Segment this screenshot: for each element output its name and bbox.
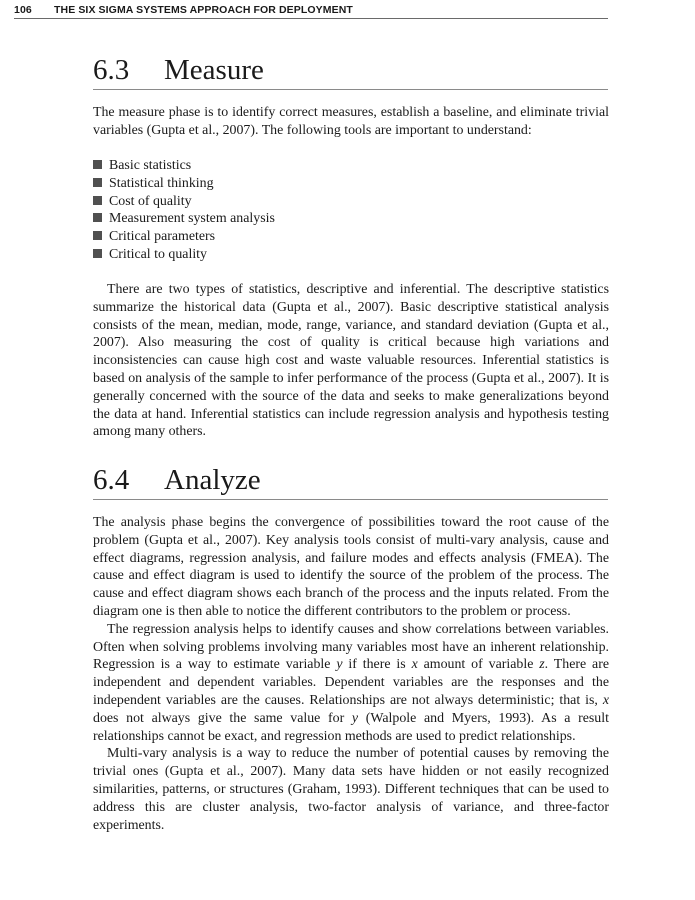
section-number: 6.4 (93, 464, 130, 496)
analyze-paragraph-2: The regression analysis helps to identify causes and show correlations between variables. Often when solving problems involving many variables most have an inherent relationship. Regression is a way to estimate variable y if there is x amount of variable z. There are independent and dependent variables. Dependent variables are the responses and the independent variables are the causes. Relationships are not always deterministic; that is, x does not always give the same value for y (Walpole and Myers, 1993). As a result relationships cannot be exact, and regression methods are used to predict relationships. (93, 621, 609, 744)
analyze-body (93, 514, 609, 834)
section-heading-measure (93, 56, 608, 90)
page-number: 106 (14, 4, 32, 16)
analyze-paragraph-3: Multi-vary analysis is a way to reduce the number of potential causes by removing the trivial ones (Gupta et al., 2007). Many data sets have hidden or not easily recognized similarities, patterns, or structures (Graham, 1993). Different techniques that can be used to address this are cluster analysis, two-factor analysis of variance, and three-factor experiments. (93, 746, 609, 833)
section-title: Analyze (164, 464, 261, 496)
square-bullet-icon (93, 249, 102, 258)
analyze-paragraph-1: The analysis phase begins the convergence of possibilities toward the root cause of the problem (Gupta et al., 2007). Key analysis tools consist of multi-vary analysis, cause and effect diagrams, regression analysis, and failure modes and effects analysis (FMEA). The cause and effect diagram is used to identify the source of the problem of the process. The cause and effect diagram shows each branch of the process and the inputs related. From the diagram one is then able to notice the different contributors to the problem or process. (93, 515, 609, 619)
square-bullet-icon (93, 231, 102, 240)
section-heading-analyze (93, 466, 608, 500)
measure-tools-list (93, 157, 275, 264)
square-bullet-icon (93, 178, 102, 187)
square-bullet-icon (93, 196, 102, 205)
section-number: 6.3 (93, 54, 130, 86)
list-item: Cost of quality (93, 193, 275, 211)
running-title: THE SIX SIGMA SYSTEMS APPROACH FOR DEPLOYMENT (54, 4, 353, 16)
list-item: Critical parameters (93, 228, 275, 246)
running-header (14, 4, 608, 19)
square-bullet-icon (93, 160, 102, 169)
section-title: Measure (164, 54, 264, 86)
list-item: Statistical thinking (93, 175, 275, 193)
list-item: Basic statistics (93, 157, 275, 175)
list-item: Critical to quality (93, 246, 275, 264)
list-item: Measurement system analysis (93, 210, 275, 228)
measure-statistics-paragraph: There are two types of statistics, descriptive and inferential. The descriptive statistics summarize the historical data (Gupta et al., 2007). Basic descriptive statistical analysis consists of the mean, median, mode, range, variance, and standard deviation (Gupta et al., 2007). Also measuring the cost of quality is critical because high variations and inconsistencies can cause high cost and waste valuable resources. Inferential statistics is based on analysis of the sample to infer performance of the process (Gupta et al., 2007). It is generally concerned with the source of the data and seeks to make generalizations beyond the data at hand. Inferential statistics can include regression analysis and hypothesis testing among many others. (93, 282, 609, 440)
square-bullet-icon (93, 213, 102, 222)
measure-intro-paragraph: The measure phase is to identify correct measures, establish a baseline, and eliminate trivial variables (Gupta et al., 2007). The following tools are important to understand: (93, 105, 609, 138)
